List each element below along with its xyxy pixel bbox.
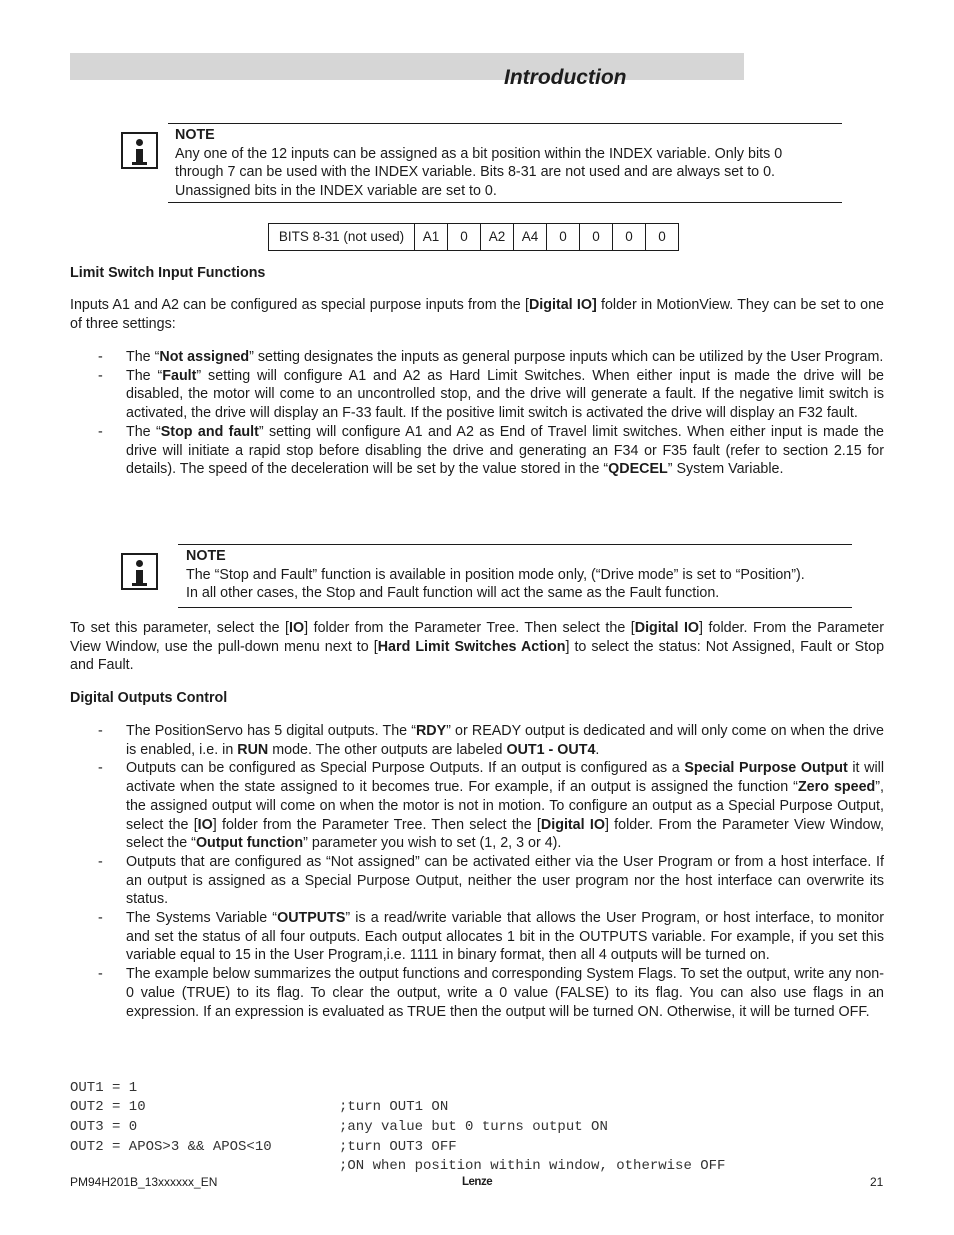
text-run: ] folder. From the Parameter View Window, use the pull-down menu next to [ bbox=[70, 620, 884, 655]
code-comment: ;turn OUT3 OFF bbox=[339, 1138, 457, 1155]
bullet-dash: - bbox=[98, 966, 103, 983]
list-item bbox=[70, 423, 884, 479]
text-run-bold: Digital IO bbox=[540, 816, 605, 833]
text-run: ” setting designates the inputs as general purpose inputs which can be utilized by the User Program. bbox=[249, 349, 884, 365]
index-bits-table bbox=[268, 223, 679, 251]
text-run-bold: Zero speed bbox=[797, 779, 876, 796]
bullet-dash: - bbox=[98, 367, 103, 384]
text-run-bold: RUN bbox=[237, 741, 269, 758]
list-item bbox=[70, 348, 884, 367]
paragraph bbox=[70, 619, 884, 675]
page-number: 21 bbox=[870, 1175, 884, 1189]
note-box bbox=[168, 123, 842, 203]
code-comment: ;ON when position within window, otherwise OFF bbox=[339, 1158, 726, 1175]
text-run: The PositionServo has 5 digital outputs. The “ bbox=[126, 723, 416, 739]
text-run: ” setting will configure A1 and A2 as End of Travel limit switches. When either input is made the drive will initiate a rapid stop before disabling the drive and generating an F34 or F35 fault (refer to section 2.15 for details). The speed of the deceleration will be set by the value stored in the “ bbox=[126, 423, 884, 478]
text-run: ] to select the status: Not Assigned, Fault or Stop and Fault. bbox=[70, 638, 885, 674]
brand-logo: Lenze bbox=[462, 1176, 493, 1188]
note-box bbox=[178, 544, 852, 608]
text-run: ] folder from the Parameter Tree. Then select the [ bbox=[212, 816, 541, 833]
text-run: The Systems Variable “ bbox=[126, 910, 278, 927]
note-text-line: Unassigned bits in the INDEX variable are set to 0. bbox=[175, 183, 497, 200]
text-run: ” or READY output is dedicated and will only come on when the drive is enabled, i.e. in bbox=[126, 723, 884, 758]
text-run: . bbox=[595, 741, 600, 758]
table-cell: 0 bbox=[448, 224, 481, 251]
text-run-bold: IO bbox=[197, 816, 213, 833]
table-cell: 0 bbox=[646, 224, 679, 251]
list-item bbox=[70, 722, 884, 759]
note-text-line: Any one of the 12 inputs can be assigned as a bit position within the INDEX variable. Only bits 0 bbox=[175, 145, 783, 162]
info-icon bbox=[121, 553, 158, 590]
text-run: The example below summarizes the output functions and corresponding System Flags. To set the output, write any non-0 value (TRUE) to its flag. To clear the output, write a 0 value (FALSE) to its flag. You can also use flags in an expression. If an expression is evaluated as TRUE then the output will be turned ON. Otherwise, it will be turned OFF. bbox=[126, 966, 884, 1020]
text-run-bold: Not assigned bbox=[159, 349, 250, 365]
text-run: mode. The other outputs are labeled bbox=[268, 741, 507, 758]
text-run-bold: Digital IO bbox=[634, 620, 700, 636]
list-item bbox=[70, 367, 884, 423]
code-statement: OUT1 = 1 bbox=[70, 1079, 138, 1096]
bullet-dash: - bbox=[98, 349, 103, 365]
note-text-line: In all other cases, the Stop and Fault function will act the same as the Fault function. bbox=[186, 585, 720, 602]
note-text-line: The “Stop and Fault” function is available in position mode only, (“Drive mode” is set to “Position”). bbox=[186, 566, 805, 583]
text-run: ] folder. From the Parameter View Window, select the “ bbox=[126, 816, 884, 852]
footer-doc-id: PM94H201B_13xxxxxx_EN bbox=[70, 1175, 218, 1189]
code-statement: OUT3 = 0 bbox=[70, 1119, 138, 1136]
text-run-bold: RDY bbox=[415, 723, 447, 739]
table-cell: A2 bbox=[481, 224, 514, 251]
text-run: The “ bbox=[126, 423, 161, 440]
text-run-bold: IO bbox=[289, 620, 305, 636]
table-cell: A4 bbox=[514, 224, 547, 251]
bullet-dash: - bbox=[98, 910, 103, 927]
table-row bbox=[269, 224, 679, 251]
text-run-bold: OUT1 - OUT4 bbox=[506, 741, 596, 758]
note-heading: NOTE bbox=[186, 548, 226, 564]
text-run: Inputs A1 and A2 can be configured as special purpose inputs from the [ bbox=[70, 297, 529, 313]
info-icon bbox=[121, 132, 158, 169]
text-run: ” parameter you wish to set (1, 2, 3 or 4). bbox=[303, 835, 562, 852]
text-run: ” is a read/write variable that allows the User Program, or host interface, to monitor and set the status of all four outputs. Each output allocates 1 bit in the OUTPUTS variable. For example, if you set this variable equal to 15 in the User Program,i.e. 1111 in binary format, then all 4 outputs will be turned on. bbox=[126, 910, 884, 964]
text-run-bold: OUTPUTS bbox=[277, 910, 346, 927]
bullet-dash: - bbox=[98, 423, 103, 440]
text-run: The “ bbox=[126, 349, 160, 365]
note-heading: NOTE bbox=[175, 127, 215, 143]
code-statement: OUT2 = 10 bbox=[70, 1099, 146, 1116]
text-run-bold: Digital IO] bbox=[528, 297, 597, 313]
text-run-bold: Stop and fault bbox=[160, 423, 259, 440]
list-item bbox=[70, 965, 884, 1021]
bullet-list bbox=[70, 722, 884, 1021]
table-cell: 0 bbox=[580, 224, 613, 251]
list-item bbox=[70, 759, 884, 853]
table-cell: BITS 8-31 (not used) bbox=[269, 224, 415, 251]
text-run: The “ bbox=[126, 367, 163, 384]
text-run: To set this parameter, select the [ bbox=[70, 620, 290, 636]
note-text-line: through 7 can be used with the INDEX variable. Bits 8-31 are not used and are always set to 0. bbox=[175, 164, 776, 181]
text-run: ” System Variable. bbox=[667, 461, 784, 478]
code-comment: ;any value but 0 turns output ON bbox=[339, 1119, 608, 1136]
text-run-bold: Fault bbox=[162, 367, 197, 384]
text-run: Outputs that are configured as “Not assigned” can be activated either via the User Program or from a host interface. If an output is assigned as a Special Purpose Output, neither the user program nor the host interface can overwrite its status. bbox=[126, 853, 884, 908]
text-run: ] folder from the Parameter Tree. Then select the [ bbox=[304, 620, 635, 636]
code-block bbox=[70, 1059, 726, 1175]
paragraph bbox=[70, 296, 884, 333]
text-run: ” setting will configure A1 and A2 as Hard Limit Switches. When either input is made the drive will be disabled, the motor will come to an uncontrolled stop, and the drive will generate a fault. If the negative limit switch is activated, the drive will display an F-33 fault. If the positive limit switch is activated the drive will display an F32 fault. bbox=[126, 367, 884, 422]
bullet-dash: - bbox=[98, 760, 103, 777]
text-run-bold: Special Purpose Output bbox=[684, 760, 848, 777]
table-cell: 0 bbox=[547, 224, 580, 251]
text-run-bold: Hard Limit Switches Action bbox=[377, 638, 566, 655]
section-heading: Digital Outputs Control bbox=[70, 690, 228, 706]
code-statement: OUT2 = APOS>3 && APOS<10 bbox=[70, 1138, 272, 1155]
bullet-dash: - bbox=[98, 853, 103, 870]
code-comment: ;turn OUT1 ON bbox=[339, 1099, 449, 1116]
text-run-bold: QDECEL bbox=[608, 461, 668, 478]
header-bar bbox=[70, 53, 744, 80]
list-item bbox=[70, 909, 884, 965]
page-title: Introduction bbox=[504, 66, 627, 89]
table-cell: A1 bbox=[415, 224, 448, 251]
text-run-bold: Output function bbox=[195, 835, 304, 852]
section-heading: Limit Switch Input Functions bbox=[70, 265, 266, 281]
table-cell: 0 bbox=[613, 224, 646, 251]
text-run: Outputs can be configured as Special Purpose Outputs. If an output is configured as a bbox=[126, 760, 685, 777]
bullet-list bbox=[70, 348, 884, 479]
bullet-dash: - bbox=[98, 723, 103, 739]
list-item bbox=[70, 853, 884, 909]
text-run: folder in MotionView. They can be set to one of three settings: bbox=[70, 297, 885, 332]
text-run: it will activate when the state assigned to it becomes true. For example, if an output is assigned the function “ bbox=[126, 760, 884, 796]
text-run: ”, the assigned output will come on when the motor is not in motion. To configure an output as a Special Purpose Output, select the [ bbox=[126, 779, 884, 833]
